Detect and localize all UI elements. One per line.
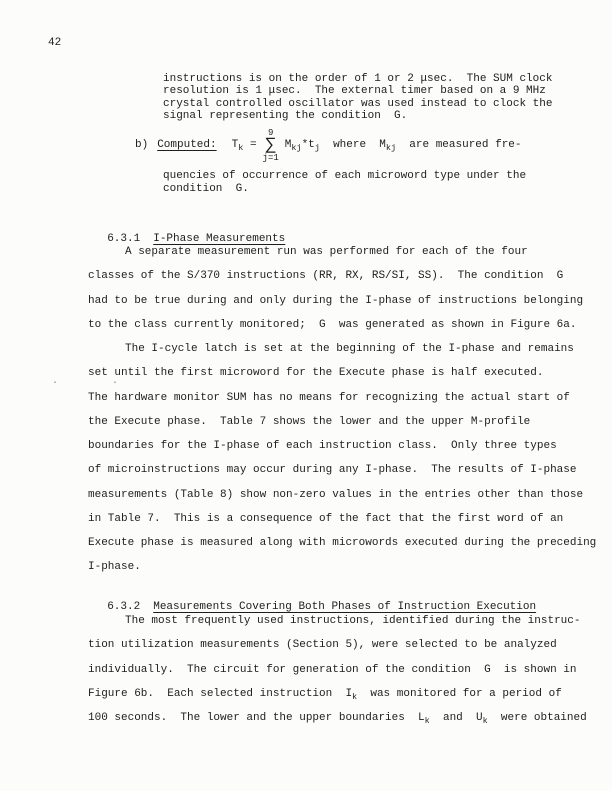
text-line: instructions is on the order of 1 or 2 μsec. The SUM clock	[163, 73, 553, 85]
text-line: The most frequently used instructions, identified during the instruc-	[125, 615, 581, 627]
text-line: in Table 7. This is a consequence of the fact that the first word of an	[88, 512, 564, 525]
text-line: measurements (Table 8) show non-zero values in the entries other than those	[88, 488, 584, 501]
text-line: resolution is 1 μsec. The external timer based on a 9 MHz	[163, 85, 546, 98]
formula-rhs: $M_{kj}*t_j$ where $M_{kj}$ are measured fre-	[284, 139, 522, 153]
scan-artifact-marks: · ·	[52, 378, 133, 389]
text-line: Execute phase is measured along with microwords executed during the preceding	[88, 537, 597, 549]
section-number: 6.3.2	[107, 601, 141, 613]
text-line: individually. The circuit for generation of the condition G is shown in	[88, 663, 577, 676]
formula-keyword: Computed:	[157, 139, 217, 151]
text-line: The I-cycle latch is set at the beginning of the I-phase and remains	[125, 343, 574, 355]
text-line: the Execute phase. Table 7 shows the lower and the upper M-profile	[88, 415, 531, 428]
text-line: crystal controlled oscillator was used instead to clock the	[163, 97, 553, 110]
intro-block	[163, 73, 552, 123]
paragraph-1	[88, 240, 583, 337]
text-line: signal representing the condition G.	[163, 110, 408, 123]
text-line: Figure 6b. Each selected instruction $I_k$ was monitored for a period of	[88, 687, 562, 702]
formula-line	[135, 122, 522, 168]
page-number: 42	[48, 37, 62, 49]
section-title: I-Phase Measurements	[153, 233, 286, 245]
text-line: classes of the S/370 instructions (RR, RX, RS/SI, SS). The condition G	[88, 270, 564, 283]
section-title: Measurements Covering Both Phases of Instruction Execution	[153, 601, 537, 613]
text-line: condition G.	[163, 182, 249, 195]
text-line: boundaries for the I-phase of each instruction class. Only three types	[88, 440, 557, 452]
paragraph-3	[88, 609, 587, 730]
text-line: quencies of occurrence of each microword type under the	[163, 170, 527, 182]
text-line: of microinstructions may occur during any I-phase. The results of I-phase	[88, 464, 577, 477]
text-line: I-phase.	[88, 561, 141, 574]
formula-continuation	[163, 170, 526, 196]
text-line: 100 seconds. The lower and the upper boundaries $L_k$ and $U_k$ were obtained	[88, 712, 587, 726]
paragraph-2	[88, 337, 596, 580]
text-line: tion utilization measurements (Section 5), were selected to be analyzed	[88, 639, 557, 652]
text-line: had to be true during and only during the I-phase of instructions belonging	[88, 294, 584, 307]
summation-symbol	[263, 128, 279, 163]
list-item-label: b)	[135, 139, 149, 151]
text-line: The hardware monitor SUM has no means for recognizing the actual start of	[88, 391, 570, 404]
sigma-icon: ∑	[265, 135, 276, 155]
section-number: 6.3.1	[107, 233, 141, 245]
text-line: set until the first microword for the Execute phase is half executed.	[88, 367, 544, 380]
sum-lower-limit: j=1	[262, 152, 279, 163]
text-line: to the class currently monitored; G was generated as shown in Figure 6a.	[88, 318, 577, 331]
sum-upper-limit: 9	[267, 127, 274, 138]
text-line: A separate measurement run was performed for each of the four	[125, 246, 528, 258]
formula-lhs: $T_k$ =	[231, 139, 257, 153]
